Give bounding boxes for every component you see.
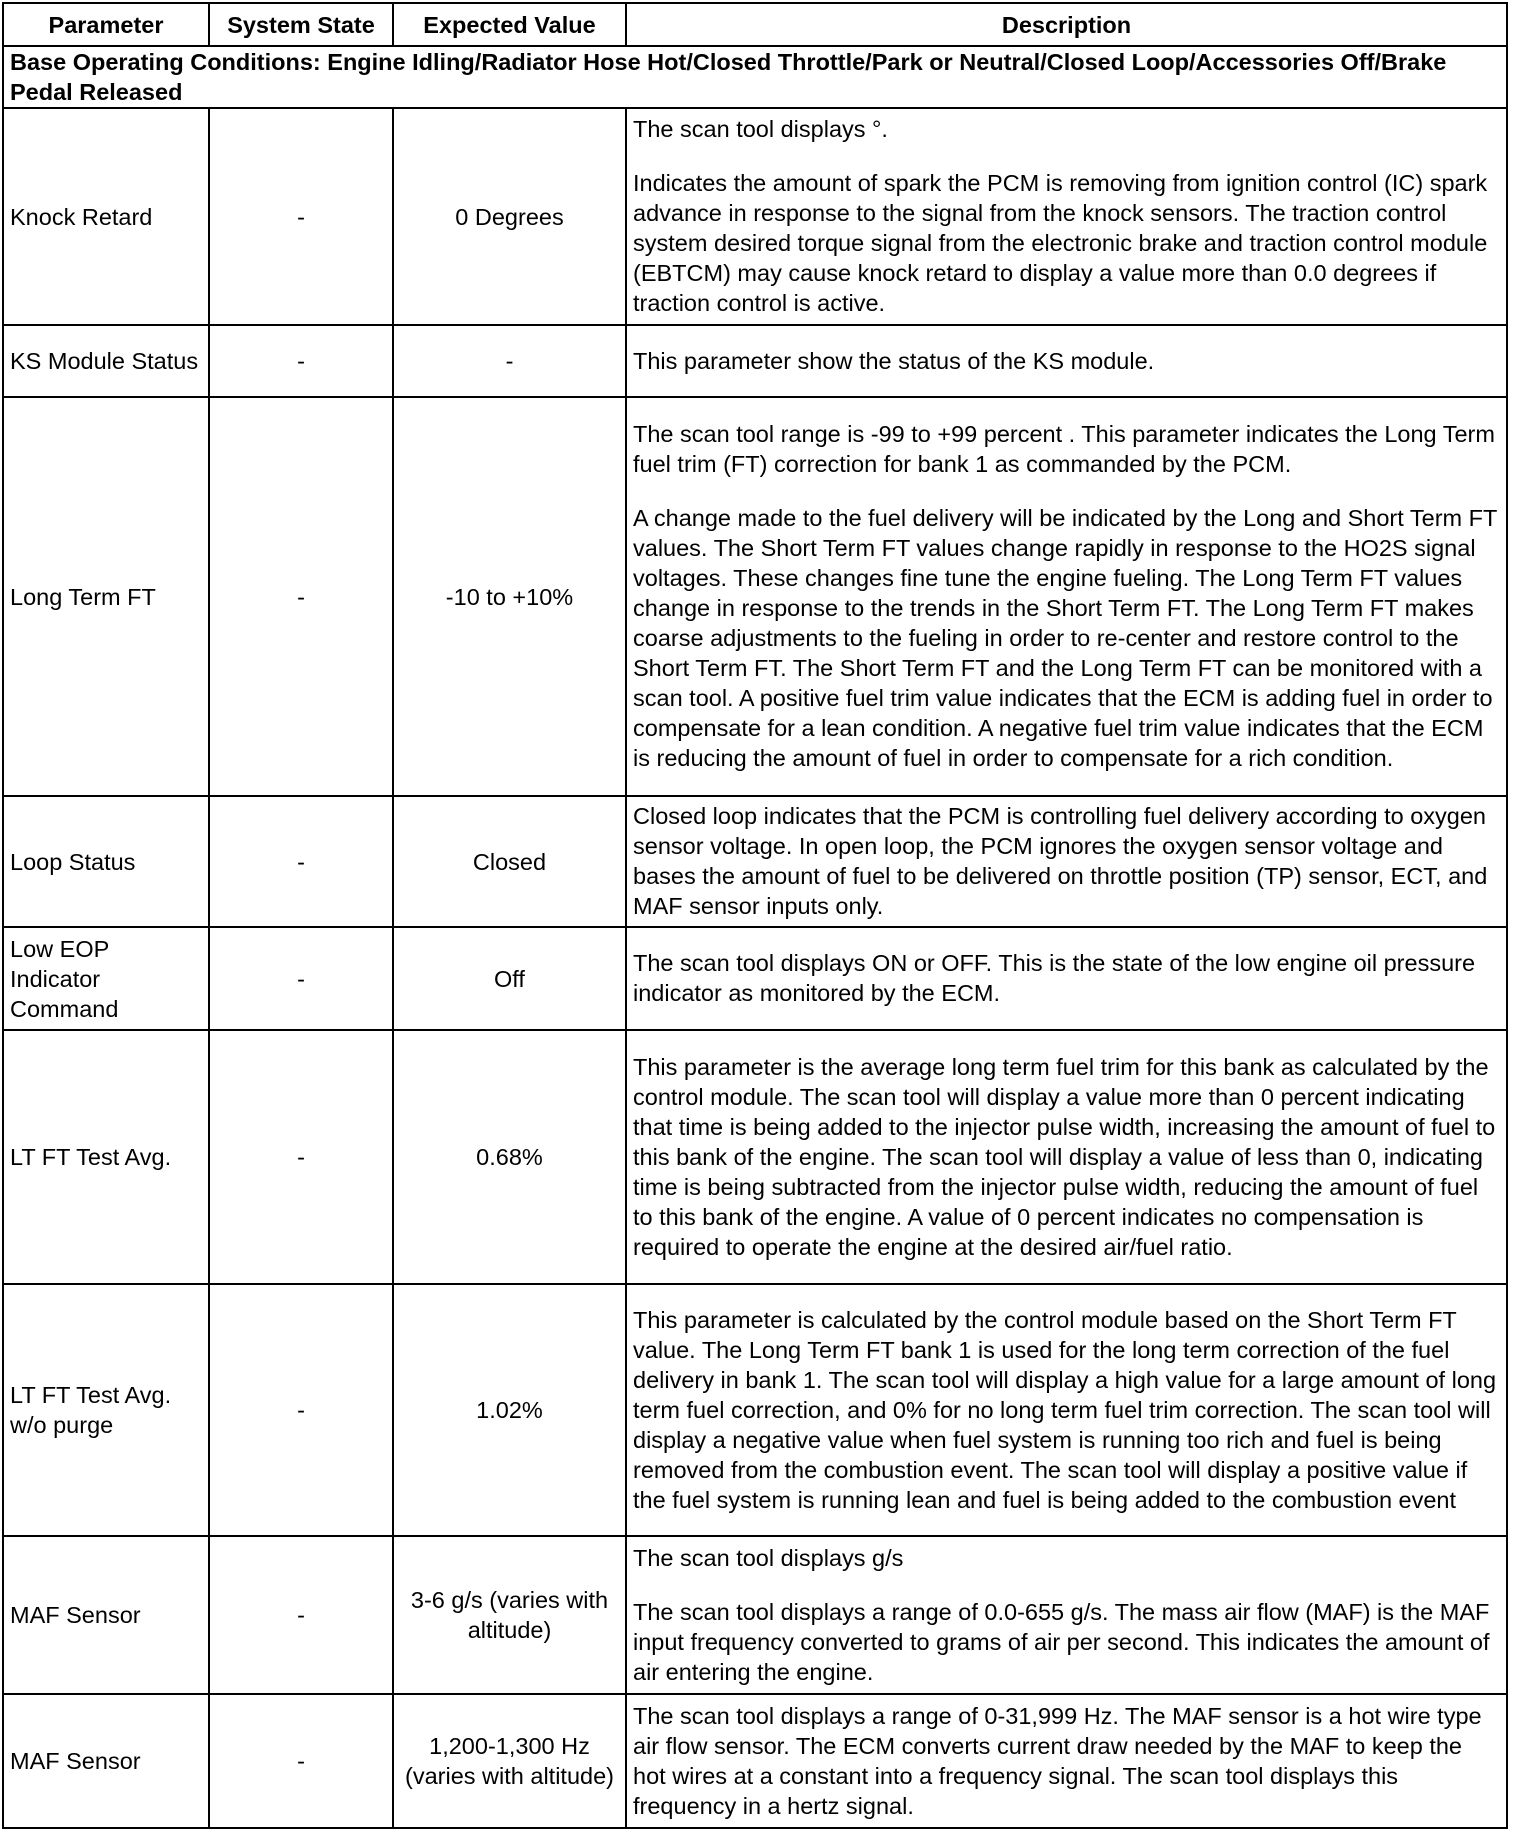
expected-value: -10 to +10% — [393, 397, 626, 796]
parameter-table — [2, 2, 1508, 1829]
header-description: Description — [626, 3, 1507, 46]
parameter-name: Loop Status — [3, 796, 209, 927]
parameter-name: KS Module Status — [3, 325, 209, 397]
header-expected-value: Expected Value — [393, 3, 626, 46]
parameter-name: LT FT Test Avg. — [3, 1030, 209, 1284]
header-parameter: Parameter — [3, 3, 209, 46]
table-row — [3, 325, 1507, 397]
description-wrap — [633, 343, 1500, 380]
base-operating-conditions: Base Operating Conditions: Engine Idling/Radiator Hose Hot/Closed Throttle/Park or Neutral/Closed Loop/Accessories Off/Brake Pedal Released — [3, 46, 1507, 108]
expected-value: Closed — [393, 796, 626, 927]
table-row — [3, 108, 1507, 325]
description-cell — [626, 108, 1507, 325]
description-wrap — [633, 1540, 1500, 1691]
description-cell — [626, 927, 1507, 1030]
description-paragraph: A change made to the fuel delivery will be indicated by the Long and Short Term FT values. The Short Term FT values change rapidly in response to the HO2S signal voltages. These changes fine tune the engine fueling. The Long Term FT values change in response to the trends in the Short Term FT. The Long Term FT makes coarse adjustments to the fueling in order to re-center and restore control to the Short Term FT. The Short Term FT and the Long Term FT can be monitored with a scan tool. A positive fuel trim value indicates that the ECM is adding fuel in order to compensate for a lean condition. A negative fuel trim value indicates that the ECM is reducing the amount of fuel in order to compensate for a rich condition. — [633, 505, 1497, 771]
header-row — [3, 3, 1507, 46]
description-cell — [626, 1284, 1507, 1536]
parameter-name: Low EOP Indicator Command — [3, 927, 209, 1030]
description-wrap — [633, 111, 1500, 322]
expected-value: 3-6 g/s (varies with altitude) — [393, 1536, 626, 1694]
base-conditions-row — [3, 46, 1507, 108]
expected-value: 0 Degrees — [393, 108, 626, 325]
description-paragraph: The scan tool displays ON or OFF. This is the state of the low engine oil pressure indicator as monitored by the ECM. — [633, 950, 1476, 1006]
table-row — [3, 927, 1507, 1030]
system-state: - — [209, 1030, 393, 1284]
description-paragraph: Closed loop indicates that the PCM is controlling fuel delivery according to oxygen sensor voltage. In open loop, the PCM ignores the oxygen sensor voltage and bases the amount of fuel to be delivered on throttle position (TP) sensor, ECT, and MAF sensor inputs only. — [633, 803, 1488, 919]
system-state: - — [209, 1694, 393, 1828]
description-wrap — [633, 798, 1500, 925]
parameter-name: Knock Retard — [3, 108, 209, 325]
system-state: - — [209, 325, 393, 397]
description-wrap — [633, 1302, 1500, 1519]
description-wrap — [633, 1698, 1500, 1825]
description-cell — [626, 1030, 1507, 1284]
table-row — [3, 1030, 1507, 1284]
table-row — [3, 796, 1507, 927]
table-row — [3, 1536, 1507, 1694]
description-paragraph: The scan tool range is -99 to +99 percent . This parameter indicates the Long Term fuel trim (FT) correction for bank 1 as commanded by the PCM. — [633, 421, 1495, 477]
description-paragraph: This parameter is the average long term fuel trim for this bank as calculated by the control module. The scan tool will display a value more than 0 percent indicating that time is being added to the injector pulse width, increasing the amount of fuel to this bank of the engine. The scan tool will display a value of less than 0, indicating time is being subtracted from the injector pulse width, reducing the amount of fuel to this bank of the engine. A value of 0 percent indicates no compensation is required to operate the engine at the desired air/fuel ratio. — [633, 1053, 1496, 1260]
description-cell — [626, 325, 1507, 397]
system-state: - — [209, 796, 393, 927]
system-state: - — [209, 927, 393, 1030]
table-body — [3, 46, 1507, 1828]
description-cell — [626, 796, 1507, 927]
parameter-name: LT FT Test Avg. w/o purge — [3, 1284, 209, 1536]
description-paragraph: This parameter show the status of the KS module. — [633, 347, 1155, 374]
system-state: - — [209, 1536, 393, 1694]
parameter-name: MAF Sensor — [3, 1536, 209, 1694]
header-system-state: System State — [209, 3, 393, 46]
description-paragraph: The scan tool displays a range of 0.0-655 g/s. The mass air flow (MAF) is the MAF input frequency converted to grams of air per second. This indicates the amount of air entering the engine. — [633, 1598, 1490, 1685]
description-paragraph: The scan tool displays g/s — [633, 1544, 904, 1571]
table-row — [3, 1284, 1507, 1536]
description-paragraph: The scan tool displays °. — [633, 116, 888, 142]
description-cell — [626, 397, 1507, 796]
system-state: - — [209, 1284, 393, 1536]
expected-value: 1.02% — [393, 1284, 626, 1536]
description-wrap — [633, 1049, 1500, 1266]
expected-value: Off — [393, 927, 626, 1030]
description-paragraph: The scan tool displays a range of 0-31,999 Hz. The MAF sensor is a hot wire type air flow sensor. The ECM converts current draw needed by the MAF to keep the hot wires at a constant into a frequency signal. The scan tool displays this frequency in a hertz signal. — [633, 1702, 1482, 1819]
description-paragraph: This parameter is calculated by the control module based on the Short Term FT value. The Long Term FT bank 1 is used for the long term correction of the fuel delivery in bank 1. The scan tool will display a high value for a large amount of long term fuel correction, and 0% for no long term fuel trim correction. The scan tool will display a negative value when fuel system is running too rich and fuel is being removed from the combustion event. The scan tool will display a positive value if the fuel system is running lean and fuel is being added to the combustion event — [633, 1306, 1497, 1513]
parameter-name: Long Term FT — [3, 397, 209, 796]
description-wrap — [633, 945, 1500, 1012]
description-cell — [626, 1536, 1507, 1694]
expected-value: - — [393, 325, 626, 397]
expected-value: 1,200-1,300 Hz (varies with altitude) — [393, 1694, 626, 1828]
description-wrap — [633, 416, 1500, 777]
system-state: - — [209, 108, 393, 325]
table-row — [3, 397, 1507, 796]
description-cell — [626, 1694, 1507, 1828]
parameter-name: MAF Sensor — [3, 1694, 209, 1828]
expected-value: 0.68% — [393, 1030, 626, 1284]
description-paragraph: Indicates the amount of spark the PCM is removing from ignition control (IC) spark advance in response to the signal from the knock sensors. The traction control system desired torque signal from the electronic brake and traction control module (EBTCM) may cause knock retard to display a value more than 0.0 degrees if traction control is active. — [633, 170, 1488, 316]
table-row — [3, 1694, 1507, 1828]
system-state: - — [209, 397, 393, 796]
